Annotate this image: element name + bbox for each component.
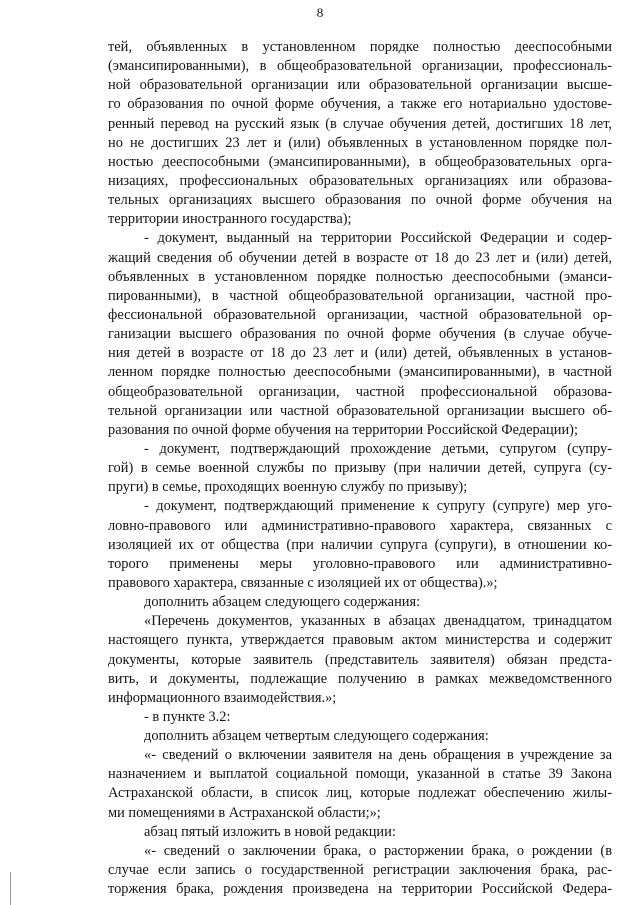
text-line: «- сведений о заключении брака, о расторжении брака, о рождении (в — [144, 842, 612, 859]
text-line: ния детей в возрасте от 18 до 23 лет и (или) детей, объявленных в установ- — [108, 345, 612, 362]
text-line: случае если запись о государственной регистрации заключения брака, рас- — [108, 862, 612, 879]
page-number: 8 — [316, 5, 324, 20]
text-line: - документ, подтверждающий прохождение детьми, супругом (супру- — [144, 440, 612, 457]
text-line: ми помещениями в Астраханской области;»; — [108, 804, 381, 821]
text-line: Астраханской области, в список лиц, которые подлежат обеспечению жилы- — [108, 785, 612, 802]
text-line: но не достигших 23 лет и (или) объявленных в установленном порядке пол- — [108, 134, 612, 151]
text-line: дополнить абзацем четвертым следующего содержания: — [144, 728, 489, 745]
text-line: торого применены меры уголовно-правового или административно- — [108, 555, 612, 572]
text-line: тей, объявленных в установленном порядке полностью дееспособными — [108, 39, 612, 55]
text-line: - в пункте 3.2: — [144, 708, 231, 725]
text-line: объявленных в установленном порядке полностью дееспособными (эманси- — [108, 268, 612, 285]
text-line: тельной организации или частной образовательной организации высшего об- — [108, 402, 612, 419]
text-line: ностью дееспособными (эмансипированными), в общеобразовательных орга- — [108, 153, 612, 170]
text-line: правового характера, связанные с изоляцией их от общества).»; — [108, 574, 498, 591]
text-line: - документ, подтверждающий применение к супругу (супруге) мер уго- — [144, 498, 612, 515]
text-line: документы, которые заявитель (представитель заявителя) обязан предста- — [108, 651, 612, 668]
text-line: тельных организациях высшего образования по очной форме обучения на — [108, 192, 612, 209]
text-line: ганизации высшего образования по очной форме обучения (в случае обуче- — [108, 326, 612, 343]
text-line: разования по очной форме обучения на территории Российской Федерации); — [108, 421, 578, 438]
text-line: территории иностранного государства); — [108, 211, 352, 228]
text-line: ренный перевод на русский язык (в случае обучения детей, достигших 18 лет, — [108, 115, 612, 132]
text-line: назначением и выплатой социальной помощи, указанной в статье 39 Закона — [108, 766, 612, 783]
text-line: (эмансипированными), в общеобразовательной организации, профессиональ- — [108, 58, 612, 75]
text-line: «Перечень документов, указанных в абзацах двенадцатом, тринадцатом — [144, 613, 612, 630]
text-line: го образования по очной форме обучения, а также его нотариально удостове- — [108, 96, 612, 113]
text-line: ленном порядке полностью дееспособными (эмансипированными), в частной — [108, 364, 612, 381]
text-line: гой) в семье военной службы по призыву (при наличии детей, супруга (су- — [108, 460, 612, 477]
text-line: вить, и документы, подлежащие получению в рамках межведомственного — [108, 670, 612, 687]
text-line: общеобразовательной организации, частной профессиональной образова- — [108, 383, 612, 400]
text-line: дополнить абзацем следующего содержания: — [144, 594, 421, 611]
text-line: - документ, выданный на территории Российской Федерации и содер- — [144, 230, 612, 247]
text-line: абзац пятый изложить в новой редакции: — [144, 823, 396, 840]
text-line: ловно-правового или административно-правового характера, связанных с — [108, 517, 612, 534]
text-line: «- сведений о включении заявителя на день обращения в учреждение за — [144, 747, 612, 764]
text-line: низациях, профессиональных образовательных организациях или образова- — [108, 172, 612, 189]
text-line: пруги) в семье, проходящих военную службу по призыву); — [108, 479, 468, 496]
text-line: настоящего пункта, утверждается правовым актом министерства и содержит — [108, 632, 612, 649]
text-line: торжения брака, рождения произведена на территории Российской Федера- — [108, 881, 612, 898]
text-line: изоляцией их от общества (при наличии супруга (супруги), в отношении ко- — [108, 536, 612, 553]
margin-scan-mark — [10, 872, 11, 905]
text-line: информационного взаимодействия.»; — [108, 689, 337, 706]
text-line: ной образовательной организации или образовательной организации высше- — [108, 77, 612, 94]
document-body — [108, 38, 612, 899]
text-line: пированными), в частной общеобразовательной организации, частной про- — [108, 287, 612, 304]
text-line: жащий сведения об обучении детей в возрасте от 18 до 23 лет и (или) детей, — [108, 249, 612, 266]
text-line: фессиональной образовательной организации, частной образовательной ор- — [108, 306, 612, 323]
